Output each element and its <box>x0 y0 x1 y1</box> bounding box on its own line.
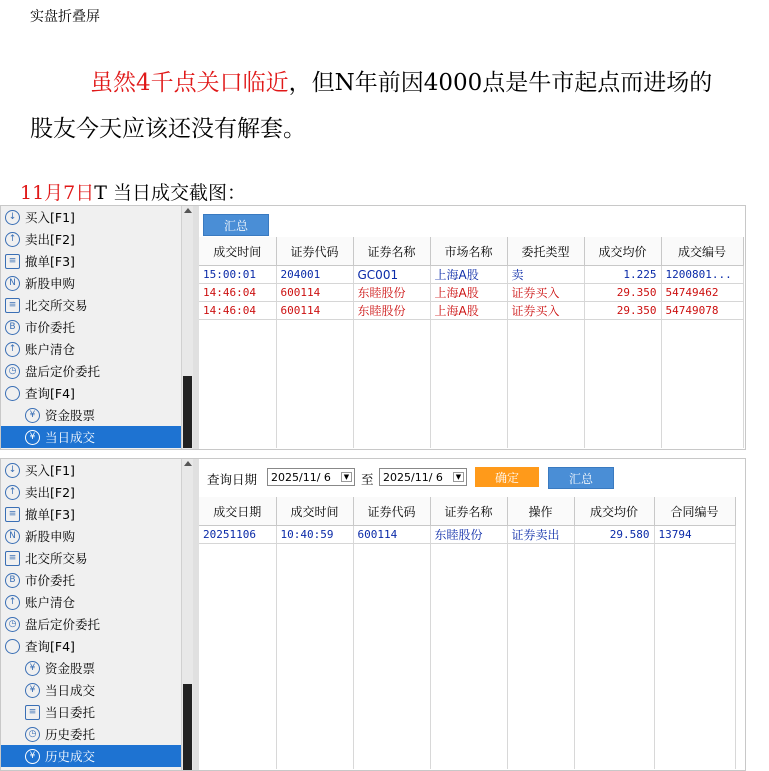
column-header[interactable]: 合同编号 <box>654 497 735 526</box>
intro-black-text: ，但N年前因4000点是牛市起点而进场的股友今天应该还没有解套。 <box>30 70 713 142</box>
table-cell: 东睦股份 <box>353 302 430 320</box>
table-cell: 卖 <box>507 266 584 284</box>
column-header[interactable]: 成交时间 <box>199 237 276 266</box>
table-cell: 1200801... <box>661 266 743 284</box>
sidebar-item-label: 查询[F4] <box>25 386 75 401</box>
scroll-up-icon[interactable] <box>184 208 192 213</box>
empty-cell <box>654 544 735 770</box>
table-cell: GC001 <box>353 266 430 284</box>
sidebar-item-label: 盘后定价委托 <box>25 364 101 379</box>
chevron-down-icon[interactable]: ▼ <box>453 472 464 482</box>
table-header-row <box>199 237 743 266</box>
history-icon: ◷ <box>25 727 40 742</box>
sidebar-item[interactable] <box>1 294 181 316</box>
table-cell: 14:46:04 <box>199 284 276 302</box>
sidebar-item-label: 账户清仓 <box>25 595 76 610</box>
confirm-button[interactable]: 确定 <box>475 467 539 487</box>
column-header[interactable]: 操作 <box>507 497 574 526</box>
search-icon <box>5 386 20 401</box>
history-content <box>199 459 745 770</box>
table-cell: 证券卖出 <box>507 526 574 544</box>
table-cell: 14:46:04 <box>199 302 276 320</box>
yuan-icon: ¥ <box>25 683 40 698</box>
empty-cell <box>353 320 430 449</box>
sidebar-item-label: 新股申购 <box>25 529 76 544</box>
table-cell: 上海A股 <box>430 266 507 284</box>
sidebar-item-label: 账户清仓 <box>25 342 76 357</box>
list-icon: ≡ <box>25 705 40 720</box>
table-cell: 证券买入 <box>507 302 584 320</box>
table-cell: 20251106 <box>199 526 276 544</box>
sidebar-item[interactable] <box>1 481 181 503</box>
sidebar-item[interactable] <box>1 316 181 338</box>
sidebar-item-label: 查询[F4] <box>25 639 75 654</box>
intro-red-text: 虽然4千点关口临近 <box>90 70 289 96</box>
market-order-icon: B <box>5 320 20 335</box>
sidebar-item-label: 撤单[F3] <box>25 507 75 522</box>
empty-cell <box>276 320 353 449</box>
empty-cell <box>661 320 743 449</box>
sidebar-item[interactable] <box>1 613 181 635</box>
clear-position-icon: ↑ <box>5 342 20 357</box>
sidebar-item[interactable] <box>1 525 181 547</box>
table-cell: 15:00:01 <box>199 266 276 284</box>
sidebar-item[interactable] <box>1 547 181 569</box>
date-to-picker[interactable] <box>379 468 467 486</box>
empty-cell <box>507 544 574 770</box>
column-header[interactable]: 委托类型 <box>507 237 584 266</box>
table-filler-row <box>199 320 743 449</box>
scroll-thumb[interactable] <box>183 684 192 770</box>
table-cell: 东睦股份 <box>430 526 507 544</box>
empty-cell <box>574 544 654 770</box>
sidebar-item[interactable] <box>1 206 181 228</box>
sidebar-item[interactable] <box>1 426 181 448</box>
empty-cell <box>353 544 430 770</box>
table-cell: 29.350 <box>584 284 661 302</box>
sidebar-item[interactable] <box>1 745 181 767</box>
sidebar-item[interactable] <box>1 569 181 591</box>
table-row[interactable] <box>199 266 743 284</box>
empty-cell <box>430 320 507 449</box>
sidebar-item[interactable] <box>1 503 181 525</box>
yuan-icon: ¥ <box>25 408 40 423</box>
sidebar-item[interactable] <box>1 723 181 745</box>
yuan-icon: ¥ <box>25 430 40 445</box>
to-label: 至 <box>361 472 374 487</box>
date-from-picker[interactable] <box>267 468 355 486</box>
table-cell: 29.350 <box>584 302 661 320</box>
column-header[interactable]: 成交编号 <box>661 237 743 266</box>
empty-cell <box>430 544 507 770</box>
table-cell: 204001 <box>276 266 353 284</box>
sidebar-item-label: 历史成交 <box>45 749 96 764</box>
table-filler-row <box>199 544 735 770</box>
down-arrow-icon: ↓ <box>5 463 20 478</box>
empty-cell <box>199 544 276 770</box>
caption-text: T 当日成交截图： <box>94 182 246 204</box>
table-row[interactable] <box>199 526 735 544</box>
scroll-up-icon[interactable] <box>184 461 192 466</box>
table-cell: 600114 <box>353 526 430 544</box>
search-icon <box>5 639 20 654</box>
sidebar-item-label: 当日委托 <box>45 705 96 720</box>
summary-button[interactable]: 汇总 <box>548 467 614 489</box>
empty-cell <box>584 320 661 449</box>
sidebar-item[interactable] <box>1 228 181 250</box>
column-header[interactable]: 成交日期 <box>199 497 276 526</box>
document-title: 实盘折叠屏 <box>30 9 100 25</box>
chevron-down-icon[interactable]: ▼ <box>341 472 352 482</box>
sidebar-item[interactable] <box>1 360 181 382</box>
table-cell: 东睦股份 <box>353 284 430 302</box>
sidebar-item-label: 市价委托 <box>25 573 76 588</box>
column-header[interactable]: 证券名称 <box>430 497 507 526</box>
market-order-icon: B <box>5 573 20 588</box>
nav-sidebar <box>1 459 181 770</box>
table-cell: 54749462 <box>661 284 743 302</box>
cancel-order-icon: ≡ <box>5 507 20 522</box>
up-arrow-icon: ↑ <box>5 485 20 500</box>
sidebar-item[interactable] <box>1 701 181 723</box>
sidebar-item[interactable] <box>1 657 181 679</box>
new-stock-icon: N <box>5 529 20 544</box>
trades-content <box>199 206 745 449</box>
sidebar-item[interactable] <box>1 591 181 613</box>
sidebar-item[interactable] <box>1 679 181 701</box>
table-cell: 上海A股 <box>430 284 507 302</box>
scroll-thumb[interactable] <box>183 376 192 448</box>
intro-paragraph <box>30 60 730 152</box>
table-cell: 600114 <box>276 284 353 302</box>
up-arrow-icon: ↑ <box>5 232 20 247</box>
sidebar-item-label: 买入[F1] <box>25 463 75 478</box>
table-row[interactable] <box>199 284 743 302</box>
after-hours-icon: ◷ <box>5 364 20 379</box>
column-header[interactable]: 成交时间 <box>276 497 353 526</box>
summary-button[interactable]: 汇总 <box>203 214 269 236</box>
table-cell: 13794 <box>654 526 735 544</box>
table-header-row <box>199 497 735 526</box>
table-cell: 10:40:59 <box>276 526 353 544</box>
sidebar-item-label: 当日成交 <box>45 430 96 445</box>
empty-cell <box>507 320 584 449</box>
clear-position-icon: ↑ <box>5 595 20 610</box>
sidebar-item-label: 撤单[F3] <box>25 254 75 269</box>
history-trades-panel <box>0 458 746 771</box>
screenshot-caption <box>20 178 246 205</box>
column-header[interactable]: 证券代码 <box>353 497 430 526</box>
empty-cell <box>276 544 353 770</box>
sidebar-item-label: 历史委托 <box>45 727 96 742</box>
table-cell: 54749078 <box>661 302 743 320</box>
sidebar-item[interactable] <box>1 382 181 404</box>
trades-table <box>199 237 744 448</box>
column-header[interactable]: 证券代码 <box>276 237 353 266</box>
sidebar-item[interactable] <box>1 635 181 657</box>
empty-cell <box>199 320 276 449</box>
date-from-value: 2025/11/ 6 <box>271 470 331 484</box>
yuan-icon: ¥ <box>25 749 40 764</box>
date-to-value: 2025/11/ 6 <box>383 470 443 484</box>
bse-trade-icon: ≡ <box>5 551 20 566</box>
history-trades-table <box>199 497 736 769</box>
sidebar-item[interactable] <box>1 250 181 272</box>
table-row[interactable] <box>199 302 743 320</box>
table-cell: 29.580 <box>574 526 654 544</box>
table-cell: 上海A股 <box>430 302 507 320</box>
sidebar-item-label: 盘后定价委托 <box>25 617 101 632</box>
column-header[interactable]: 市场名称 <box>430 237 507 266</box>
table-cell: 600114 <box>276 302 353 320</box>
sidebar-item-label: 卖出[F2] <box>25 485 75 500</box>
table-cell: 证券买入 <box>507 284 584 302</box>
sidebar-item-label: 资金股票 <box>45 408 96 423</box>
intraday-trades-panel <box>0 205 746 450</box>
yuan-icon: ¥ <box>25 661 40 676</box>
sidebar-item-label: 北交所交易 <box>25 298 88 313</box>
query-date-label: 查询日期 <box>207 472 258 487</box>
sidebar-item-label: 当日成交 <box>45 683 96 698</box>
sidebar-item-label: 市价委托 <box>25 320 76 335</box>
sidebar-item-label: 卖出[F2] <box>25 232 75 247</box>
new-stock-icon: N <box>5 276 20 291</box>
cancel-order-icon: ≡ <box>5 254 20 269</box>
sidebar-item-label: 新股申购 <box>25 276 76 291</box>
table-cell: 1.225 <box>584 266 661 284</box>
nav-sidebar <box>1 206 181 449</box>
sidebar-item-label: 资金股票 <box>45 661 96 676</box>
sidebar-item-label: 北交所交易 <box>25 551 88 566</box>
column-header[interactable]: 证券名称 <box>353 237 430 266</box>
sidebar-item[interactable] <box>1 338 181 360</box>
column-header[interactable]: 成交均价 <box>574 497 654 526</box>
column-header[interactable]: 成交均价 <box>584 237 661 266</box>
caption-date: 11月7日 <box>20 182 95 204</box>
sidebar-item[interactable] <box>1 459 181 481</box>
sidebar-item[interactable] <box>1 272 181 294</box>
bse-trade-icon: ≡ <box>5 298 20 313</box>
sidebar-item-label: 买入[F1] <box>25 210 75 225</box>
down-arrow-icon: ↓ <box>5 210 20 225</box>
after-hours-icon: ◷ <box>5 617 20 632</box>
sidebar-item[interactable] <box>1 404 181 426</box>
